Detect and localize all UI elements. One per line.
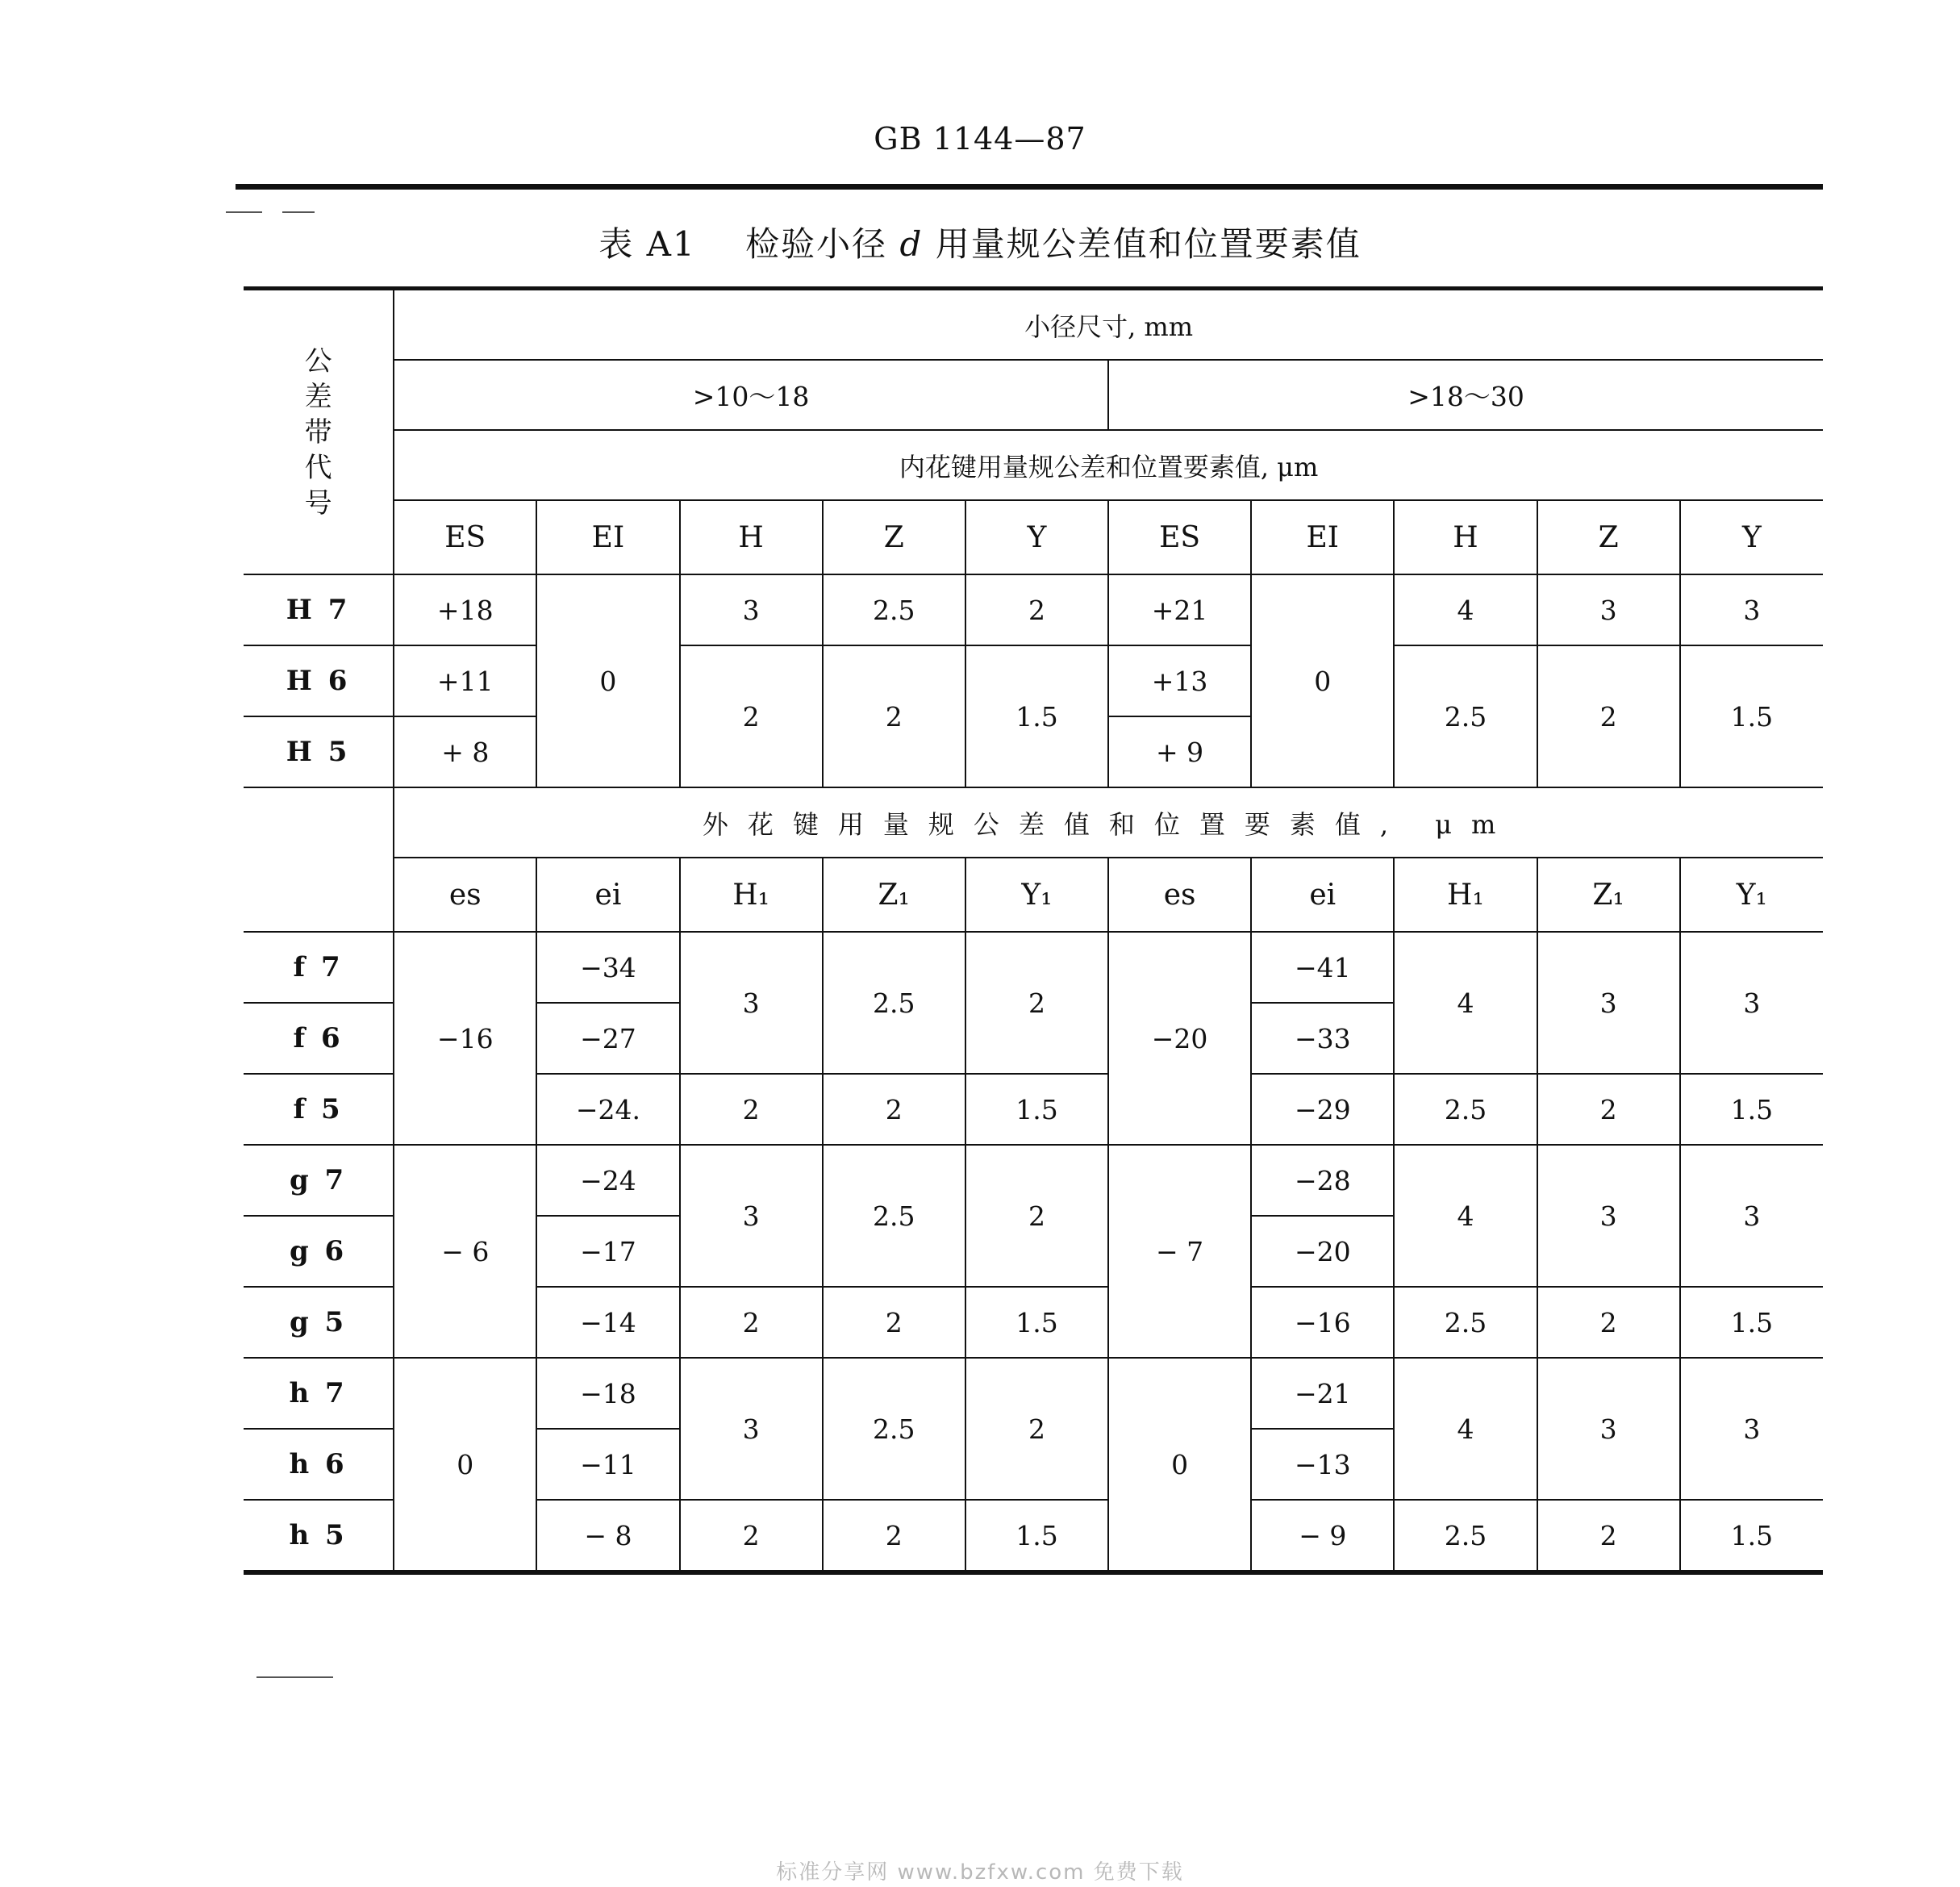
table-cell: 3 [1537,1145,1680,1287]
table-cell: −33 [1251,1003,1394,1074]
title-text-1: 检验小径 [745,224,888,264]
col-header: ES [1108,500,1251,574]
col-header: Z [1537,500,1680,574]
table-cell: −20 [1251,1216,1394,1287]
table-cell: 3 [1537,574,1680,645]
col-header: ei [1251,858,1394,932]
table-cell: 2 [1537,1074,1680,1145]
table-cell: 3 [680,932,823,1074]
table-cell: 2 [823,1287,965,1358]
table-cell: 4 [1394,1145,1537,1287]
table-cell: 2 [1537,1287,1680,1358]
external-spline-section: 外花键用量规公差值和位置要素值, μm [394,787,1823,858]
table-cell: +13 [1108,645,1251,716]
col-header: EI [536,500,679,574]
table-cell: +21 [1108,574,1251,645]
table-cell: 2.5 [1394,1074,1537,1145]
table-cell: 1.5 [965,645,1108,787]
table-cell: − 6 [394,1145,536,1358]
table-cell: 2 [965,574,1108,645]
table-cell: 2 [823,1500,965,1572]
table-cell: −41 [1251,932,1394,1003]
row-code: H 6 [244,645,394,716]
table-cell: −17 [536,1216,679,1287]
row-code: h 5 [244,1500,394,1572]
col-header: Y [965,500,1108,574]
table-cell: 2.5 [823,574,965,645]
stub-blank [244,787,394,932]
table-cell: −27 [536,1003,679,1074]
col-header: es [394,858,536,932]
col-header: H [1394,500,1537,574]
table-row [244,932,1823,1003]
table-cell: 2 [680,1074,823,1145]
table-cell: −24. [536,1074,679,1145]
table-cell: 2 [823,645,965,787]
table-cell: 1.5 [965,1074,1108,1145]
stub-char: 差 [304,380,332,413]
table-cell: 0 [1108,1358,1251,1572]
table-cell: 3 [680,574,823,645]
table-cell: 2 [823,1074,965,1145]
col-header: ei [536,858,679,932]
col-header: Y₁ [1680,858,1823,932]
size-range-10-18: >10～18 [394,360,1108,430]
table-number: 表 A1 [598,224,696,264]
minor-diameter-header: 小径尺寸, mm [394,289,1823,361]
size-range-18-30: >18～30 [1108,360,1823,430]
row-code: g 7 [244,1145,394,1216]
table-cell: − 9 [1251,1500,1394,1572]
tolerance-table [244,286,1823,1575]
row-code: h 6 [244,1429,394,1500]
table-cell: 3 [680,1358,823,1500]
table-cell: 3 [1680,1145,1823,1287]
table-cell: 0 [1251,574,1394,787]
table-cell: 3 [1680,1358,1823,1500]
table-cell: 2 [1537,1500,1680,1572]
table-cell: −13 [1251,1429,1394,1500]
table-cell: −18 [536,1358,679,1429]
table-cell: 1.5 [1680,1074,1823,1145]
table-cell: +18 [394,574,536,645]
table-cell: −29 [1251,1074,1394,1145]
table-cell: + 8 [394,716,536,787]
stub-char: 公 [304,344,332,378]
col-header: H₁ [680,858,823,932]
table-cell: −16 [1251,1287,1394,1358]
col-header: EI [1251,500,1394,574]
table-cell: −34 [536,932,679,1003]
table-cell: − 7 [1108,1145,1251,1358]
table-cell: 2 [965,932,1108,1074]
table-cell: −24 [536,1145,679,1216]
table-cell: −11 [536,1429,679,1500]
table-cell: 2.5 [1394,1287,1537,1358]
table-cell: 1.5 [965,1287,1108,1358]
table-cell: 3 [1680,574,1823,645]
table-row [244,1358,1823,1429]
col-header: H [680,500,823,574]
row-code: H 5 [244,716,394,787]
table-cell: 2.5 [1394,1500,1537,1572]
col-header: H₁ [1394,858,1537,932]
table-cell: −20 [1108,932,1251,1145]
table-row [244,645,1823,716]
table-cell: 1.5 [1680,1500,1823,1572]
table-cell: 2 [965,1358,1108,1500]
table-cell: 2 [680,645,823,787]
margin-mark [226,211,262,213]
row-code: g 6 [244,1216,394,1287]
col-header: Y [1680,500,1823,574]
table-title [0,218,1960,266]
tolerance-zone-code-header [244,289,394,575]
table-cell: + 9 [1108,716,1251,787]
row-code: h 7 [244,1358,394,1429]
table-cell: 0 [394,1358,536,1572]
stub-char: 带 [304,415,332,449]
table-row [244,574,1823,645]
table-cell: 1.5 [1680,645,1823,787]
table-cell: 4 [1394,1358,1537,1500]
table-cell: 4 [1394,574,1537,645]
margin-mark [256,1676,333,1678]
col-header: es [1108,858,1251,932]
table-row [244,1145,1823,1216]
col-header: Z [823,500,965,574]
col-header: Z₁ [1537,858,1680,932]
table-cell: 1.5 [1680,1287,1823,1358]
table-cell: 2 [1537,645,1680,787]
table-cell: 2.5 [823,1358,965,1500]
row-code: f 7 [244,932,394,1003]
table-cell: 3 [1537,932,1680,1074]
row-code: g 5 [244,1287,394,1358]
table-cell: 3 [1537,1358,1680,1500]
table-cell: 2 [680,1287,823,1358]
tolerance-table-wrap [244,286,1823,1575]
table-cell: −14 [536,1287,679,1358]
col-header: ES [394,500,536,574]
table-cell: −21 [1251,1358,1394,1429]
table-cell: 1.5 [965,1500,1108,1572]
internal-spline-section: 内花键用量规公差和位置要素值, μm [394,430,1823,500]
table-cell: −28 [1251,1145,1394,1216]
margin-mark [282,211,315,213]
title-symbol: d [899,224,924,264]
standard-number: GB 1144—87 [874,121,1086,157]
stub-char: 代 [304,451,332,484]
table-cell: 3 [680,1145,823,1287]
table-cell: 2.5 [823,1145,965,1287]
table-cell: 2.5 [823,932,965,1074]
table-cell: 2 [680,1500,823,1572]
row-code: f 5 [244,1074,394,1145]
col-header: Z₁ [823,858,965,932]
table-cell: 0 [536,574,679,787]
table-cell: 2.5 [1394,645,1537,787]
title-text-2: 用量规公差值和位置要素值 [935,224,1362,264]
table-cell: − 8 [536,1500,679,1572]
top-rule [236,184,1823,190]
table-cell: +11 [394,645,536,716]
stub-char: 号 [304,486,332,520]
table-cell: 4 [1394,932,1537,1074]
table-cell: 3 [1680,932,1823,1074]
row-code: f 6 [244,1003,394,1074]
table-cell: −16 [394,932,536,1145]
col-header: Y₁ [965,858,1108,932]
table-cell: 2 [965,1145,1108,1287]
row-code: H 7 [244,574,394,645]
watermark-footer: 标准分享网 www.bzfxw.com 免费下载 [776,1860,1184,1885]
